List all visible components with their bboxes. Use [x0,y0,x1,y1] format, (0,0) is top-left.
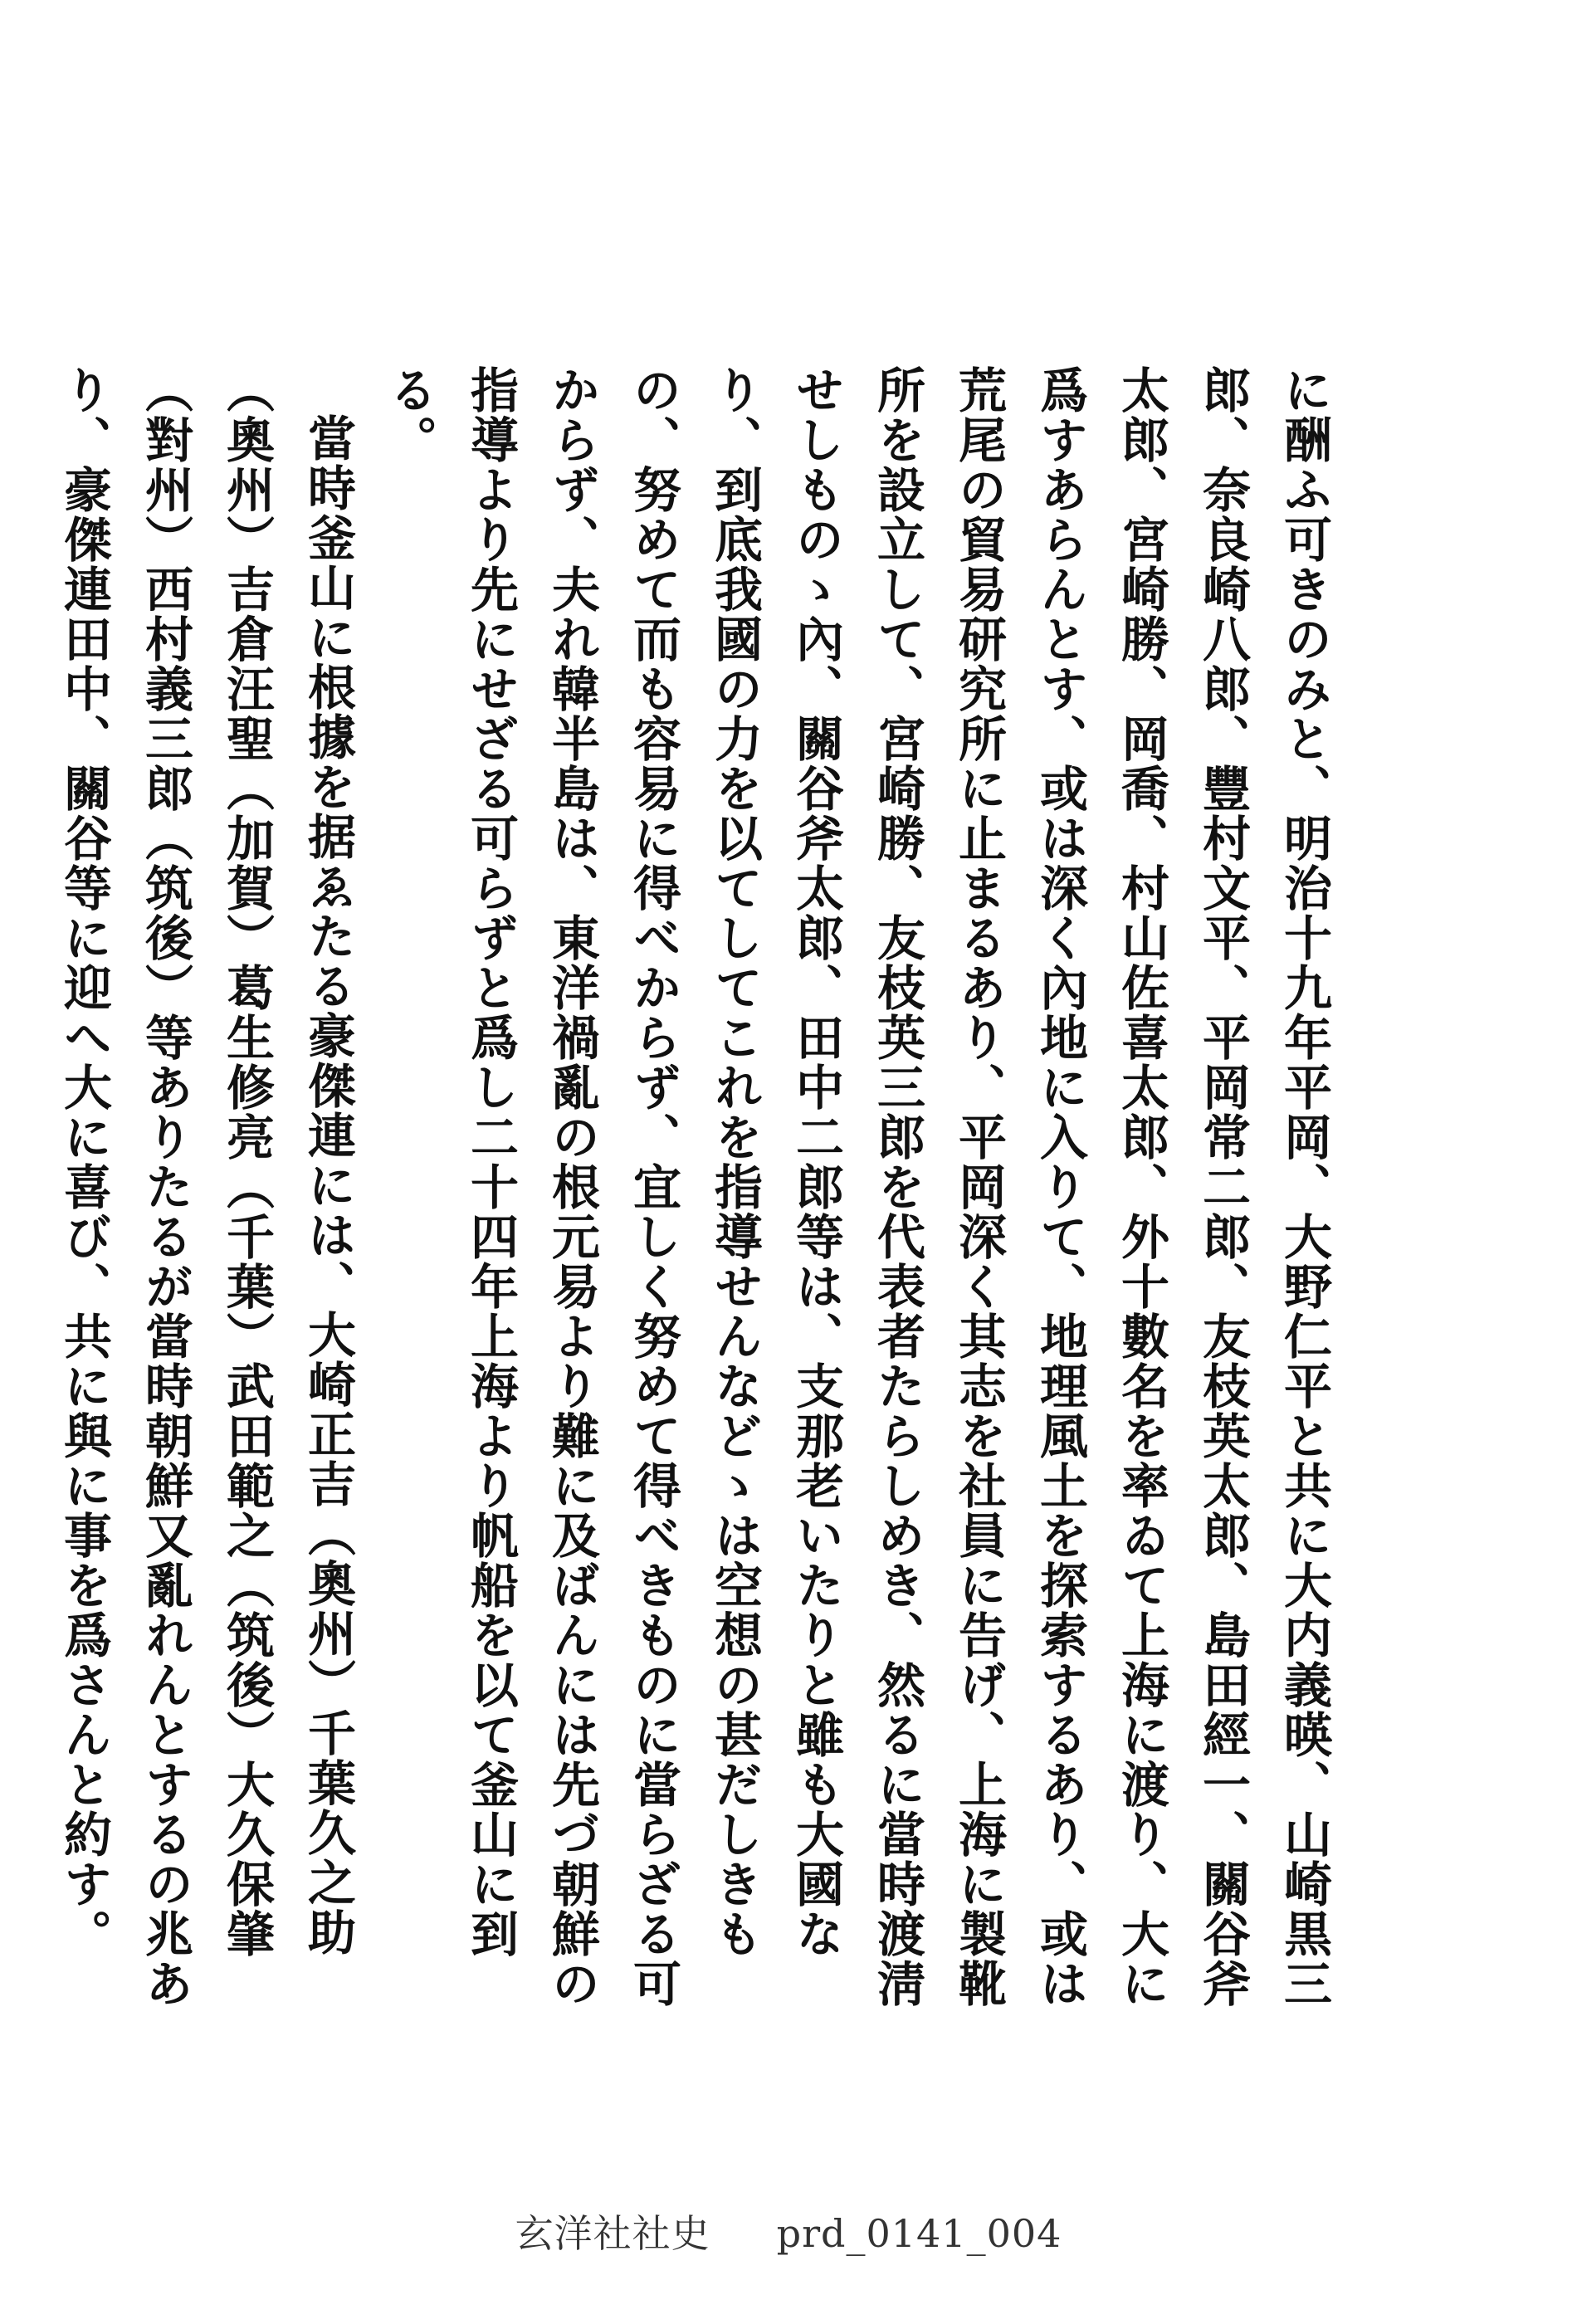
footer-page-id: prd_0141_004 [776,2211,1062,2256]
paragraph-1: に酬ふ可きのみと、明治十九年平岡、大野仁平と共に大内義暎、山崎黒三郎、奈良崎八郎、豐村文平、平岡常二郎、友枝英太郎、島田經一、關谷斧太郎、宮崎勝、岡喬、村山佐喜太郎、外十數名を率ゐて上海に渡り、大に爲すあらんとす、或は深く內地に入りて、地理風土を探索するあり、或は荒尾の貿易研究所に止まるあり、平岡深く其志を社員に告げ、上海に製靴所を設立して、宮崎勝、友枝英三郎を代表者たらしめき、然るに當時渡淸せしものゝ內、關谷斧太郎、田中二郎等は、支那老いたりと雖も大國なり、到底我國の力を以てしてこれを指導せんなどゝは空想の甚だしきもの、努めて而も容易に得べからず、宜しく努めて得べきものに當らざる可からず、夫れ韓半島は、東洋禍亂の根元易より難に及ばんには先づ朝鮮の指導より先にせざる可らずと爲し二十四年上海より帆船を以て釜山に到る。 [381,365,1332,2009]
page-footer [0,2204,1577,2258]
footer-title: 玄洋社社史 [515,2211,710,2256]
vertical-text-body [56,365,1345,2025]
paragraph-2: 當時釜山に根據を据ゑたる豪傑連には、大崎正吉（奧州）千葉久之助（奧州）吉倉汪聖（加賀）葛生修亮（千葉）武田範之（筑後）大久保肇（對州）西村義三郎（筑後）等ありたるが當時朝鮮又亂れんとするの兆あり、豪傑連田中、關谷等に迎へ大に喜び、共に與に事を爲さんと約す。 [56,365,356,2009]
